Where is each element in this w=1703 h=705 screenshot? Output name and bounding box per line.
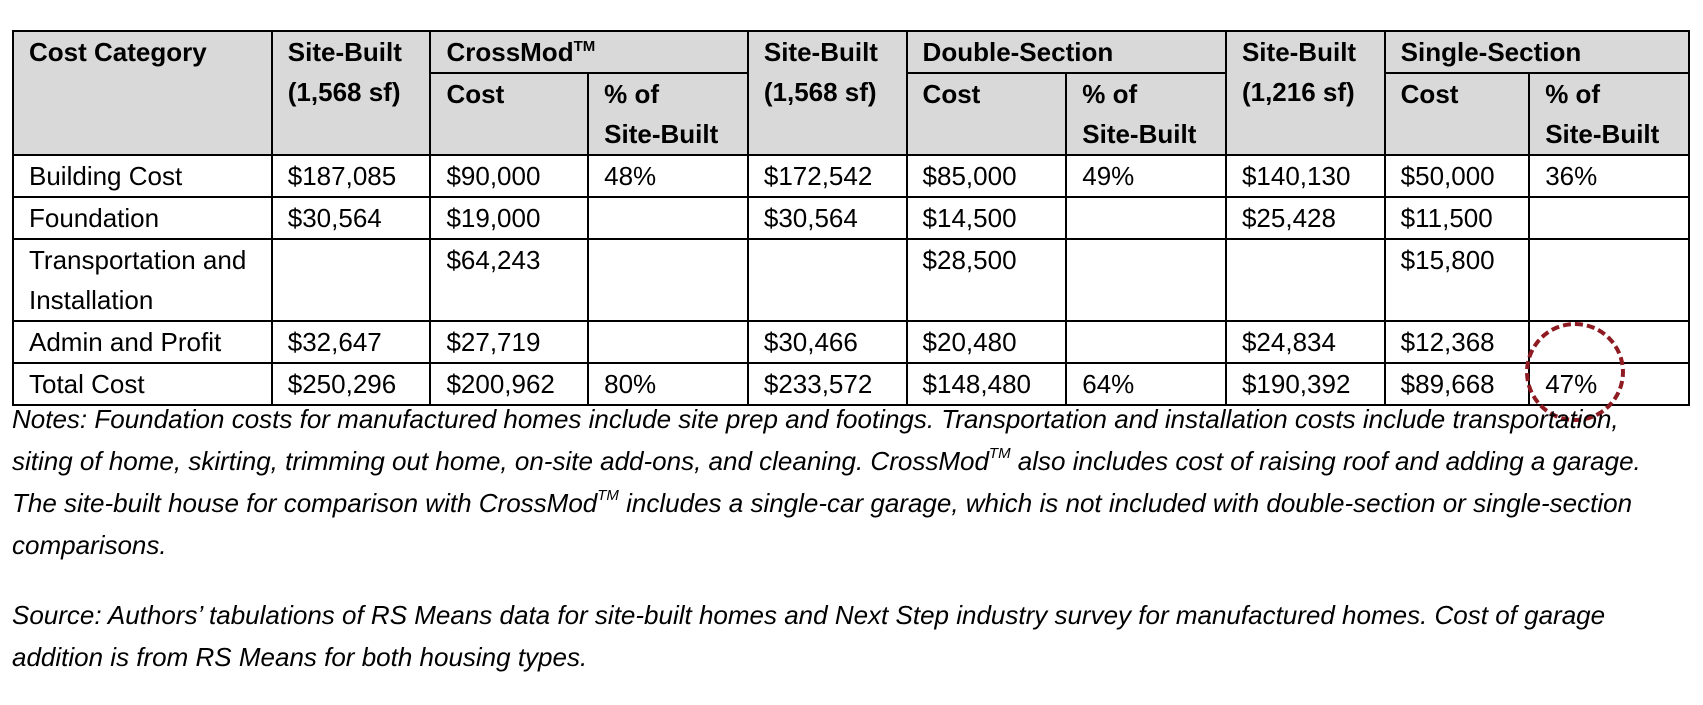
cell-single-cost: $89,668 — [1385, 363, 1530, 405]
cell-crossmod-pct — [588, 321, 748, 363]
header-single-pct: % of Site-Built — [1529, 73, 1689, 155]
cell-site-built-3: $25,428 — [1226, 197, 1385, 239]
cell-double-cost: $28,500 — [907, 239, 1067, 321]
cell-single-cost: $12,368 — [1385, 321, 1530, 363]
header-crossmod-cost: Cost — [430, 73, 588, 155]
table-row — [13, 239, 1689, 321]
cell-crossmod-cost: $64,243 — [430, 239, 588, 321]
cell-single-cost: $15,800 — [1385, 239, 1530, 321]
header-double-section: Double-Section — [907, 31, 1226, 73]
header-crossmod: CrossMod™ — [430, 31, 747, 73]
cell-double-pct — [1066, 197, 1226, 239]
header-double-cost: Cost — [907, 73, 1067, 155]
cell-double-cost: $14,500 — [907, 197, 1067, 239]
cell-site-built-1 — [272, 239, 431, 321]
cell-single-pct: 47% — [1529, 363, 1689, 405]
cell-category: Transportation and Installation — [13, 239, 272, 321]
cell-double-pct: 64% — [1066, 363, 1226, 405]
cell-site-built-1: $187,085 — [272, 155, 431, 197]
cell-crossmod-cost: $19,000 — [430, 197, 588, 239]
cell-single-pct — [1529, 197, 1689, 239]
cell-double-cost: $20,480 — [907, 321, 1067, 363]
cell-category: Total Cost — [13, 363, 272, 405]
cell-site-built-1: $250,296 — [272, 363, 431, 405]
header-site-built-2: Site-Built (1,568 sf) — [748, 31, 907, 155]
cell-double-pct — [1066, 321, 1226, 363]
header-site-built-3: Site-Built (1,216 sf) — [1226, 31, 1385, 155]
cell-site-built-1: $30,564 — [272, 197, 431, 239]
cell-category: Admin and Profit — [13, 321, 272, 363]
cell-crossmod-pct: 80% — [588, 363, 748, 405]
header-cost-category: Cost Category — [13, 31, 272, 155]
cell-double-pct: 49% — [1066, 155, 1226, 197]
cell-crossmod-cost: $200,962 — [430, 363, 588, 405]
table-notes: Notes: Foundation costs for manufactured homes include site prep and footings. Transportation and installation costs include transportation, siting of home, skirting, trimming out home, on-site add-ons, and cleaning. CrossMod™ also includes cost of raising roof and adding a garage. The site-built house for comparison with CrossMod™ includes a single-car garage, which is not included with double-section or single-section comparisons. — [12, 404, 1641, 560]
cell-site-built-3 — [1226, 239, 1385, 321]
table-row — [13, 155, 1689, 197]
cell-crossmod-cost: $27,719 — [430, 321, 588, 363]
table-row — [13, 197, 1689, 239]
cell-category: Foundation — [13, 197, 272, 239]
cell-double-cost: $148,480 — [907, 363, 1067, 405]
cell-crossmod-cost: $90,000 — [430, 155, 588, 197]
cell-single-cost: $50,000 — [1385, 155, 1530, 197]
cell-single-pct — [1529, 321, 1689, 363]
cell-site-built-2 — [748, 239, 907, 321]
cell-site-built-2: $233,572 — [748, 363, 907, 405]
cell-site-built-3: $24,834 — [1226, 321, 1385, 363]
header-site-built-1: Site-Built (1,568 sf) — [272, 31, 431, 155]
cell-category: Building Cost — [13, 155, 272, 197]
table-header — [13, 31, 1689, 155]
cell-site-built-3: $190,392 — [1226, 363, 1385, 405]
cell-single-cost: $11,500 — [1385, 197, 1530, 239]
cell-site-built-2: $30,564 — [748, 197, 907, 239]
header-single-cost: Cost — [1385, 73, 1530, 155]
cell-site-built-2: $172,542 — [748, 155, 907, 197]
cell-single-pct — [1529, 239, 1689, 321]
header-double-pct: % of Site-Built — [1066, 73, 1226, 155]
cell-crossmod-pct: 48% — [588, 155, 748, 197]
cell-crossmod-pct — [588, 197, 748, 239]
cell-site-built-1: $32,647 — [272, 321, 431, 363]
cell-crossmod-pct — [588, 239, 748, 321]
header-single-section: Single-Section — [1385, 31, 1689, 73]
header-crossmod-pct: % of Site-Built — [588, 73, 748, 155]
table-source: Source: Authors’ tabulations of RS Means data for site-built homes and Next Step industry survey for manufactured homes. Cost of garage addition is from RS Means for both housing types. — [12, 600, 1606, 672]
cost-comparison-table — [12, 30, 1690, 406]
cell-single-pct: 36% — [1529, 155, 1689, 197]
table-body — [13, 155, 1689, 405]
table-row — [13, 321, 1689, 363]
cell-site-built-3: $140,130 — [1226, 155, 1385, 197]
cell-site-built-2: $30,466 — [748, 321, 907, 363]
cell-double-pct — [1066, 239, 1226, 321]
cell-double-cost: $85,000 — [907, 155, 1067, 197]
